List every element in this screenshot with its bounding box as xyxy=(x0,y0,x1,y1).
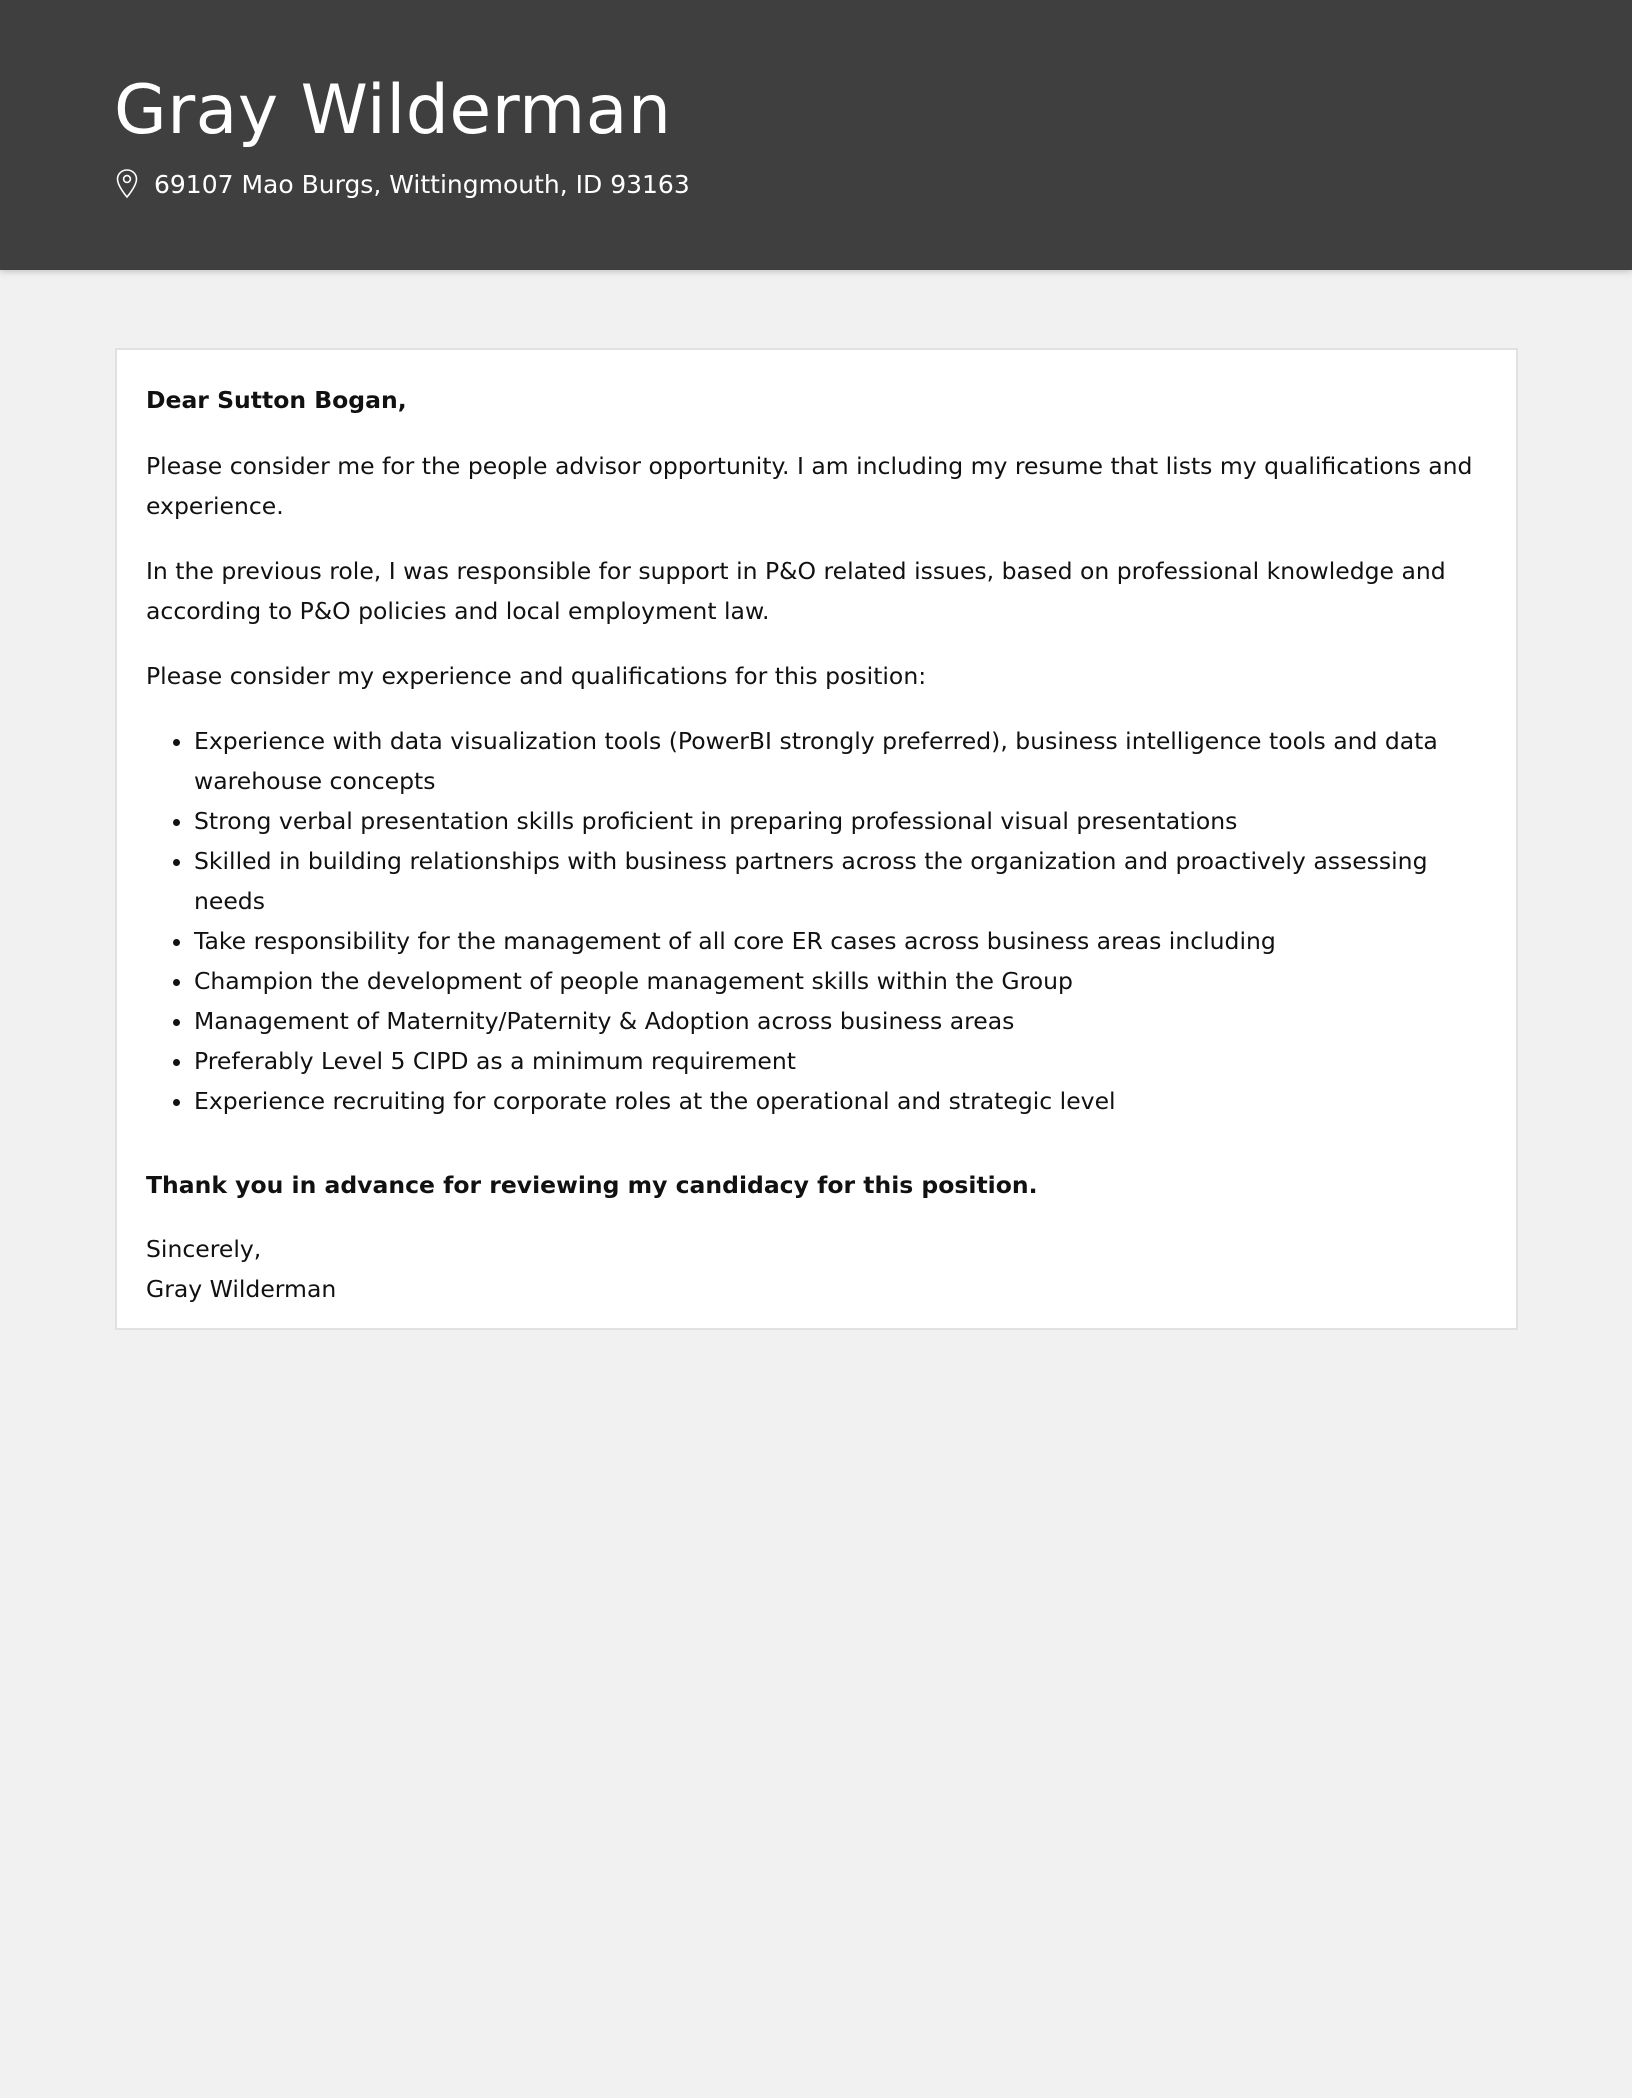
intro-paragraph: Please consider me for the people advisor opportunity. I am including my resume that lists my qualifications and experience. xyxy=(146,452,1473,520)
location-pin-icon xyxy=(114,168,140,200)
list-item: • Experience recruiting for corporate roles at the operational and strategic level xyxy=(194,1081,1486,1121)
closing-block xyxy=(146,1229,1486,1309)
list-item: • Preferably Level 5 CIPD as a minimum requirement xyxy=(194,1041,1486,1081)
list-item: • Management of Maternity/Paternity & Adoption across business areas xyxy=(194,1001,1486,1041)
cover-letter-card xyxy=(115,348,1518,1330)
list-item: • Take responsibility for the management of all core ER cases across business areas including xyxy=(194,921,1486,961)
list-item: • Strong verbal presentation skills proficient in preparing professional visual presentations xyxy=(194,801,1486,841)
list-item: • Skilled in building relationships with business partners across the organization and proactively assessing needs xyxy=(194,841,1486,921)
qualifications-list xyxy=(146,721,1486,1121)
closing-text: Sincerely, xyxy=(146,1235,262,1263)
list-item: • Champion the development of people management skills within the Group xyxy=(194,961,1486,1001)
applicant-address xyxy=(114,164,690,204)
address-text: 69107 Mao Burgs, Wittingmouth, ID 93163 xyxy=(154,169,690,199)
signature-name: Gray Wilderman xyxy=(146,1275,337,1303)
previous-role-paragraph: In the previous role, I was responsible for support in P&O related issues, based on professional knowledge and according to P&O policies and local employment law. xyxy=(146,557,1446,625)
page-header xyxy=(0,0,1632,270)
thanks-line: Thank you in advance for reviewing my candidacy for this position. xyxy=(146,1171,1038,1199)
list-item: • Experience with data visualization tools (PowerBI strongly preferred), business intelligence tools and data warehouse concepts xyxy=(194,721,1486,801)
salutation: Dear Sutton Bogan, xyxy=(146,386,407,414)
applicant-name: Gray Wilderman xyxy=(114,71,672,150)
qualifications-intro: Please consider my experience and qualifications for this position: xyxy=(146,662,927,690)
